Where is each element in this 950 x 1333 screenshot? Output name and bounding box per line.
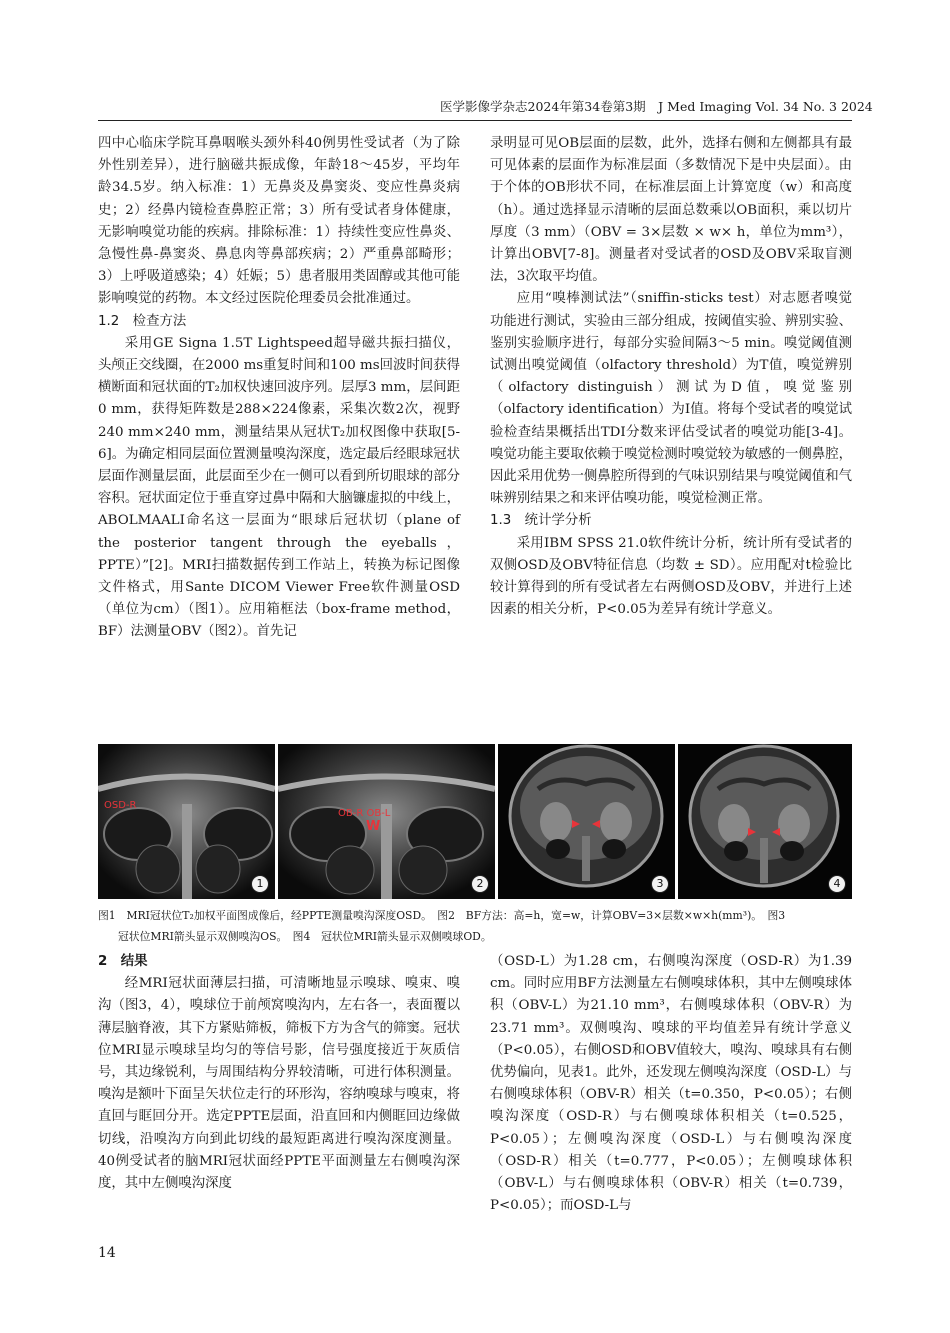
page-number: 14 bbox=[98, 1245, 116, 1261]
paragraph-sniffin-sticks: 应用“嗅棒测试法”（sniffin-sticks test）对志愿者嗅觉功能进行测试，实验由三部分组成，按阈值实验、辨别实验、鉴别实验顺序进行，每部分实验间隔3～5 min。嗅觉阈值测试测出嗅觉阈值（olfactory threshold）为T值，嗅觉辨别（olfactory distinguish）测试为D值，嗅觉鉴别（olfactory identification）为I值。将每个受试者的嗅觉试验检查结果概括出TDI分数来评估受试者的嗅觉功能[3-4]。嗅觉功能主要取依赖于嗅觉检测时嗅觉较为敏感的一侧鼻腔，因此采用优势一侧鼻腔所得到的气味识别结果与嗅觉阈值和气味辨别结果之和来评估嗅功能，嗅觉检测正常。 bbox=[490, 291, 852, 507]
figure-4-mri bbox=[678, 744, 852, 899]
paragraph-methods: 采用GE Signa 1.5T Lightspeed超导磁共振扫描仪，头颅正交线圈，在2000 ms重复时间和100 ms回波时间获得横断面和冠状面的T₂加权快速回波序列。层厚3 mm，层间距0 mm，获得矩阵数是288×224像素，采集次数2次，视野240 mm×240 mm，测量结果从冠状T₂加权图像中获取[5-6]。为确定相同层面位置测量嗅沟深度，选定最后经眼球冠状层面作测量层面，此层面至少在一侧可以看到所切眼球的部分容积。冠状面定位于垂直穿过鼻中隔和大脑镰虚拟的中线上，ABOLMAALI命名这一层面为“眼球后冠状切（plane of the posterior tangent through the eyeballs，PPTE）”[2]。MRI扫描数据传到工作站上，转换为标记图像文件格式，用Sante DICOM Viewer Free软件测量OSD（单位为cm）（图1）。应用箱框法（box-frame method，BF）法测量OBV（图2）。首先记 bbox=[98, 335, 460, 640]
section-heading-statistics: 1.3 统计学分析 bbox=[490, 513, 592, 529]
header-rule bbox=[98, 120, 852, 121]
paragraph-obv: 录明显可见OB层面的层数，此外，选择右侧和左侧都具有最可见体素的层面作为标准层面（多数情况下是中央层面）。由于个体的OB形状不同，在标准层面上计算宽度（w）和高度（h）。通过选择显示清晰的层面总数乘以OB面积，乘以切片厚度（3 mm）（OBV = 3×层数 × w× h，单位为mm³），计算出OBV[7-8]。测量者对受试者的OSD及OBV采取盲测法，3次取平均值。 bbox=[490, 136, 852, 285]
osd-annotation: OSD-R bbox=[104, 800, 137, 811]
figure-1-mri bbox=[98, 744, 275, 899]
section-heading-methods: 1.2 检查方法 bbox=[98, 313, 187, 329]
paragraph-results: 经MRI冠状面薄层扫描，可清晰地显示嗅球、嗅束、嗅沟（图3，4），嗅球位于前颅窝嗅沟内，左右各一，表面覆以薄层脑脊液，其下方紧贴筛板，筛板下方为含气的筛窦。冠状位MRI显示嗅球呈均匀的等信号影，信号强度接近于灰质信号，其边缘锐利，与周围结构分界较清晰，可进行体积测量。嗅沟是额叶下面呈矢状位走行的环形沟，容纳嗅球与嗅束，将直回与眶回分开。选定PPTE层面，沿直回和内侧眶回边缘做切线，沿嗅沟方向到此切线的最短距离进行嗅沟深度测量。40例受试者的脑MRI冠状面经PPTE平面测量左右侧嗅沟深度，其中左侧嗅沟深度 bbox=[98, 976, 460, 1192]
figure-number-3: 3 bbox=[651, 875, 669, 893]
paragraph-results-continued: （OSD-L）为1.28 cm，右侧嗅沟深度（OSD-R）为1.39 cm。同时应用BF方法测量左右侧嗅球体积，其中左侧嗅球体积（OBV-L）为21.10 mm³，右侧嗅球体积（OBV-R）为23.71 mm³。双侧嗅沟、嗅球的平均值差异有统计学意义（P<0.05），右侧OSD和OBV值较大，嗅沟、嗅球具有右侧优势偏向，见表1。此外，还发现左侧嗅沟深度（OSD-L）与右侧嗅球体积（OBV-R）相关（t=0.350，P<0.05）；右侧嗅沟深度（OSD-R）与右侧嗅球体积相关（t=0.525，P<0.05）；左侧嗅沟深度（OSD-L）与右侧嗅沟深度（OSD-R）相关（t=0.777，P<0.05）；左侧嗅球体积（OBV-L）与右侧嗅球体积（OBV-R）相关（t=0.739，P<0.05）；而OSD-L与 bbox=[490, 954, 852, 1214]
left-column-results bbox=[98, 951, 460, 1195]
figure-number-4: 4 bbox=[828, 875, 846, 893]
figure-3-mri bbox=[498, 744, 675, 899]
left-column bbox=[98, 133, 460, 644]
figure-number-1: 1 bbox=[251, 875, 269, 893]
caption-line-2: 冠状位MRI箭头显示双侧嗅沟OS。 图4 冠状位MRI箭头显示双侧嗅球OD。 bbox=[118, 930, 492, 943]
caption-line-1: 图1 MRI冠状位T₂加权平面图成像后，经PPTE测量嗅沟深度OSD。 图2 BF方法：高=h，宽=w，计算OBV=3×层数×w×h(mm³)。 图3 bbox=[98, 909, 786, 922]
running-header: 医学影像学杂志2024年第34卷第3期 J Med Imaging Vol. 34 No. 3 2024 bbox=[440, 99, 873, 114]
figure-number-2: 2 bbox=[471, 875, 489, 893]
paragraph-subjects: 四中心临床学院耳鼻咽喉头颈外科40例男性受试者（为了除外性别差异），进行脑磁共振成像，年龄18～45岁，平均年龄34.5岁。纳入标准：1）无鼻炎及鼻窦炎、变应性鼻炎病史；2）经鼻内镜检查鼻腔正常；3）所有受试者身体健康，无影响嗅觉功能的疾病。排除标准：1）持续性变应性鼻炎、急慢性鼻-鼻窦炎、鼻息肉等鼻部疾病；2）严重鼻部畸形；3）上呼吸道感染；4）妊娠；5）患者服用类固醇或其他可能影响嗅觉的药物。本文经过医院伦理委员会批准通过。 bbox=[98, 136, 460, 307]
right-column-results bbox=[490, 951, 852, 1217]
ob-annotation: OB-R OB-L bbox=[338, 808, 391, 819]
figure-strip bbox=[98, 744, 852, 899]
width-annotation: W bbox=[366, 819, 381, 834]
paragraph-statistics: 采用IBM SPSS 21.0软件统计分析，统计所有受试者的双侧OSD及OBV特征信息（均数 ± SD）。应用配对t检验比较计算得到的所有受试者左右两侧OSD及OBV，并进行上述因素的相关分析，P<0.05为差异有统计学意义。 bbox=[490, 535, 852, 618]
right-column bbox=[490, 133, 852, 621]
figure-caption bbox=[98, 905, 852, 947]
figure-2-mri bbox=[278, 744, 495, 899]
section-heading-results: 2 结果 bbox=[98, 954, 148, 969]
